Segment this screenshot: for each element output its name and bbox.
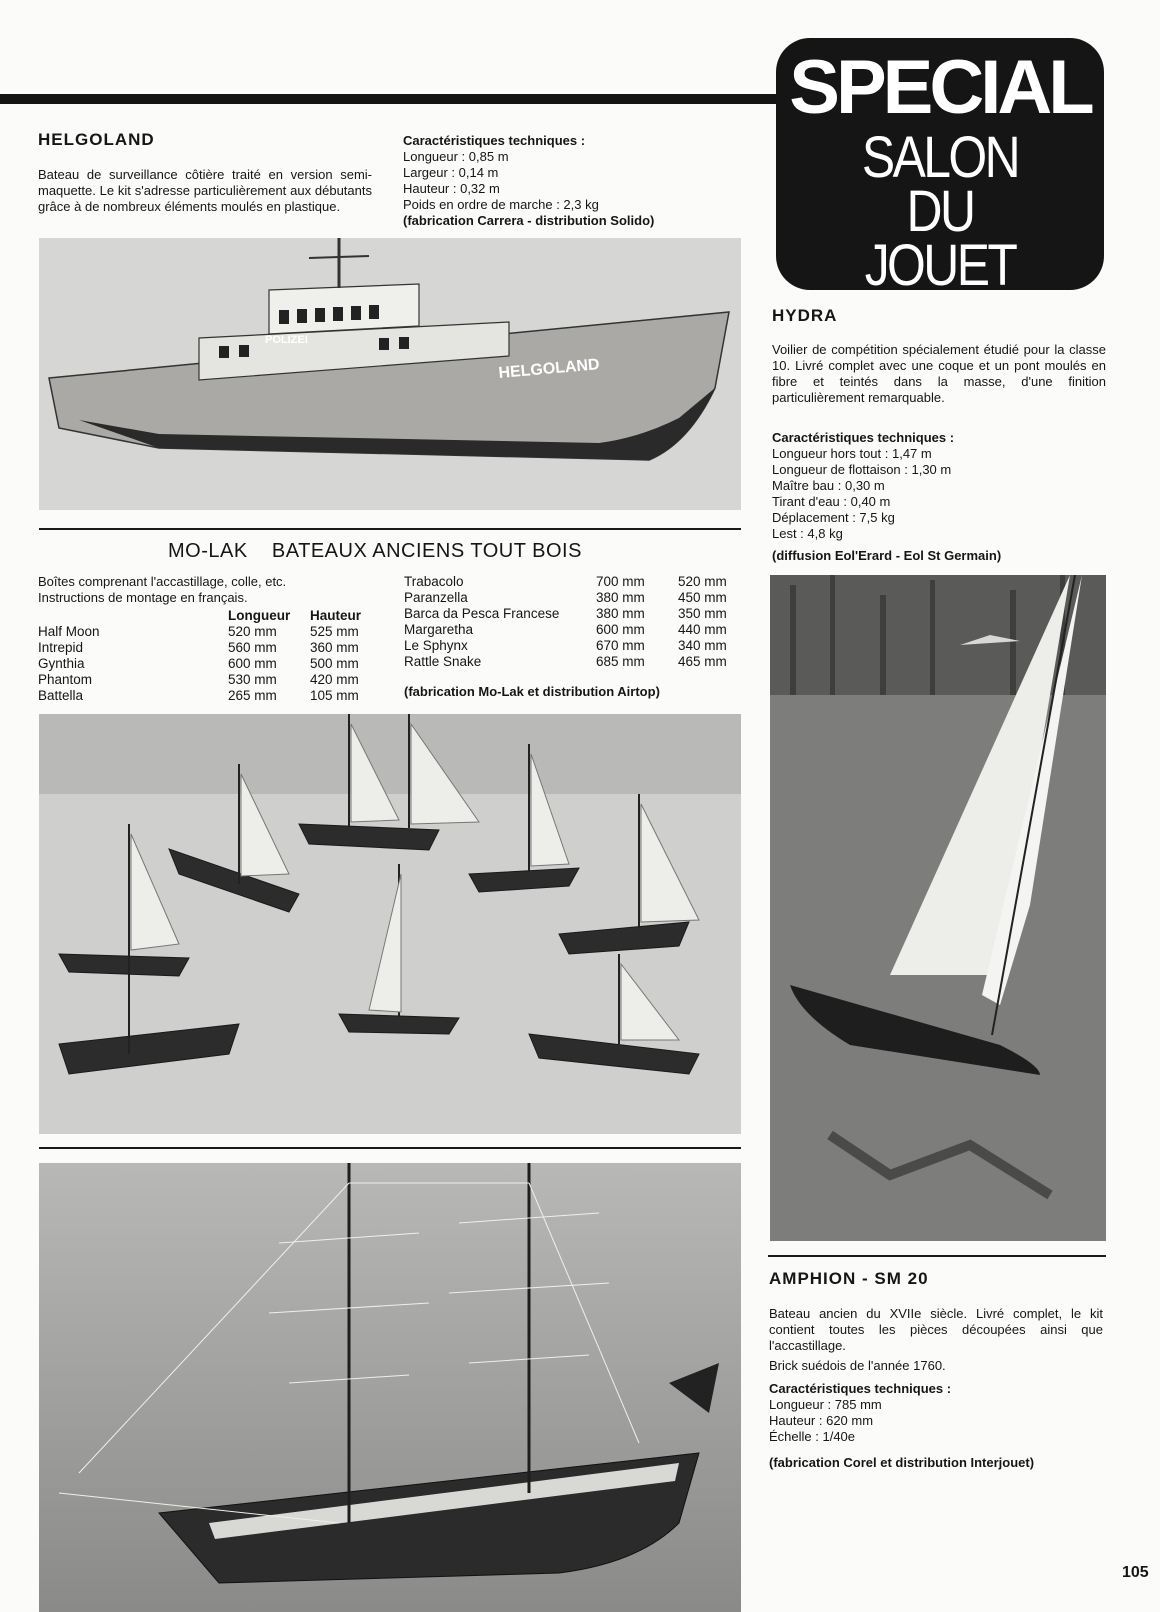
amphion-top-rule: [39, 1147, 741, 1149]
helgoland-specs: [403, 133, 733, 229]
model-height: 525 mm: [310, 624, 359, 639]
helgoland-title: HELGOLAND: [38, 130, 155, 149]
special-salon-badge: [776, 38, 1104, 298]
table-row: [38, 624, 361, 640]
table-row: [404, 638, 727, 654]
table-row: [38, 640, 361, 656]
helgoland-spec-line: Largeur : 0,14 m: [403, 165, 499, 180]
molak-table-left: [38, 608, 361, 704]
hull-name-text: HELGOLAND: [497, 356, 601, 382]
hydra-spec-line: Lest : 4,8 kg: [772, 526, 843, 541]
molak-title-brand: MO-LAK: [168, 540, 248, 562]
hydra-photo: [770, 575, 1106, 1241]
col-length-header: Longueur: [228, 608, 291, 623]
amphion-rule: [768, 1255, 1106, 1257]
amphion-specs: [769, 1381, 1103, 1445]
model-height: 360 mm: [310, 640, 359, 655]
model-length: 685 mm: [596, 654, 645, 669]
badge-line-2: SALON: [861, 125, 1019, 190]
amphion-description: Bateau ancien du XVIIe siècle. Livré complet, le kit contient toutes les pièces découpées ainsi que l'accastillage.: [769, 1306, 1103, 1353]
model-height: 465 mm: [678, 654, 727, 669]
model-height: 420 mm: [310, 672, 359, 687]
molak-table-right: [404, 574, 727, 670]
model-name: Le Sphynx: [404, 638, 468, 653]
model-name: Gynthia: [38, 656, 85, 671]
molak-top-rule: [39, 528, 741, 530]
model-height: 450 mm: [678, 590, 727, 605]
amphion-title-ref: - SM 20: [862, 1269, 929, 1288]
molak-intro-line: Instructions de montage en français.: [38, 590, 248, 605]
model-height: 500 mm: [310, 656, 359, 671]
top-rule: [0, 94, 790, 104]
molak-title-rest: BATEAUX ANCIENS TOUT BOIS: [271, 540, 582, 562]
model-length: 560 mm: [228, 640, 277, 655]
model-length: 600 mm: [228, 656, 277, 671]
badge-line-1: SPECIAL: [789, 45, 1091, 130]
helgoland-boat-illustration: [39, 238, 741, 510]
col-height-header: Hauteur: [310, 608, 362, 623]
molak-fleet-photo: [39, 714, 741, 1134]
amphion-photo: [39, 1163, 741, 1612]
table-row: [404, 622, 727, 638]
hydra-specs-title: Caractéristiques techniques :: [772, 430, 955, 445]
model-length: 530 mm: [228, 672, 277, 687]
model-height: 520 mm: [678, 574, 727, 589]
helgoland-specs-title: Caractéristiques techniques :: [403, 133, 586, 148]
hydra-description: Voilier de compétition spécialement étudié pour la classe 10. Livré complet avec une coque et un pont moulés en fibre et teintés dans la masse, d'une finition particulièrement remarquable.: [772, 342, 1106, 405]
molak-intro: [38, 574, 372, 606]
hydra-spec-line: Tirant d'eau : 0,40 m: [772, 494, 891, 509]
table-row: [38, 688, 361, 704]
table-row: [404, 590, 727, 606]
helgoland-photo: [39, 238, 741, 510]
yacht-illustration: [770, 575, 1106, 1241]
model-name: Trabacolo: [404, 574, 464, 589]
model-name: Margaretha: [404, 622, 474, 637]
brig-illustration: [39, 1163, 741, 1612]
model-length: 380 mm: [596, 590, 645, 605]
model-height: 105 mm: [310, 688, 359, 703]
table-row: [38, 672, 361, 688]
amphion-title-name: AMPHION: [769, 1269, 857, 1288]
table-row: [38, 656, 361, 672]
hydra-title: HYDRA: [772, 306, 838, 325]
molak-intro-line: Boîtes comprenant l'accastillage, colle, etc.: [38, 574, 287, 589]
helgoland-credit: (fabrication Carrera - distribution Solido): [403, 213, 655, 228]
model-length: 600 mm: [596, 622, 645, 637]
model-height: 350 mm: [678, 606, 727, 621]
amphion-spec-line: Longueur : 785 mm: [769, 1397, 882, 1412]
model-name: Half Moon: [38, 624, 100, 639]
molak-title: [168, 540, 582, 563]
wheelhouse-sign-text: POLIZEI: [265, 334, 308, 346]
model-length: 380 mm: [596, 606, 645, 621]
fleet-illustration: [39, 714, 741, 1134]
model-name: Phantom: [38, 672, 93, 687]
amphion-subtitle: Brick suédois de l'année 1760.: [769, 1358, 946, 1373]
hydra-credit: (diffusion Eol'Erard - Eol St Germain): [772, 548, 1002, 563]
hydra-spec-line: Maître bau : 0,30 m: [772, 478, 885, 493]
table-header-row: [38, 608, 361, 624]
hydra-spec-line: Longueur de flottaison : 1,30 m: [772, 462, 952, 477]
model-length: 265 mm: [228, 688, 277, 703]
hydra-spec-line: Déplacement : 7,5 kg: [772, 510, 895, 525]
model-length: 700 mm: [596, 574, 645, 589]
helgoland-description: Bateau de surveillance côtière traité en version semi-maquette. Le kit s'adresse particulièrement aux débutants grâce à de nombreux éléments moulés en plastique.: [38, 167, 372, 214]
amphion-spec-line: Échelle : 1/40e: [769, 1429, 856, 1444]
amphion-title: [769, 1269, 929, 1289]
model-name: Rattle Snake: [404, 654, 482, 669]
helgoland-spec-line: Longueur : 0,85 m: [403, 149, 509, 164]
model-height: 340 mm: [678, 638, 727, 653]
hydra-specs: [772, 430, 1106, 542]
helgoland-spec-line: Hauteur : 0,32 m: [403, 181, 500, 196]
hydra-spec-line: Longueur hors tout : 1,47 m: [772, 446, 932, 461]
model-name: Intrepid: [38, 640, 84, 655]
page-number: 105: [1122, 1564, 1149, 1581]
model-height: 440 mm: [678, 622, 727, 637]
amphion-credit: (fabrication Corel et distribution Interjouet): [769, 1455, 1035, 1470]
badge-line-3: DU: [906, 179, 974, 244]
model-name: Barca da Pesca Francese: [404, 606, 560, 621]
model-name: Paranzella: [404, 590, 468, 605]
table-row: [404, 606, 727, 622]
molak-credit: (fabrication Mo-Lak et distribution Airtop): [404, 684, 660, 699]
model-length: 670 mm: [596, 638, 645, 653]
badge-line-4: JOUET: [864, 233, 1016, 298]
table-row: [404, 574, 727, 590]
helgoland-spec-line: Poids en ordre de marche : 2,3 kg: [403, 197, 599, 212]
table-row: [404, 654, 727, 670]
amphion-spec-line: Hauteur : 620 mm: [769, 1413, 874, 1428]
model-length: 520 mm: [228, 624, 277, 639]
amphion-specs-title: Caractéristiques techniques :: [769, 1381, 952, 1396]
model-name: Battella: [38, 688, 84, 703]
